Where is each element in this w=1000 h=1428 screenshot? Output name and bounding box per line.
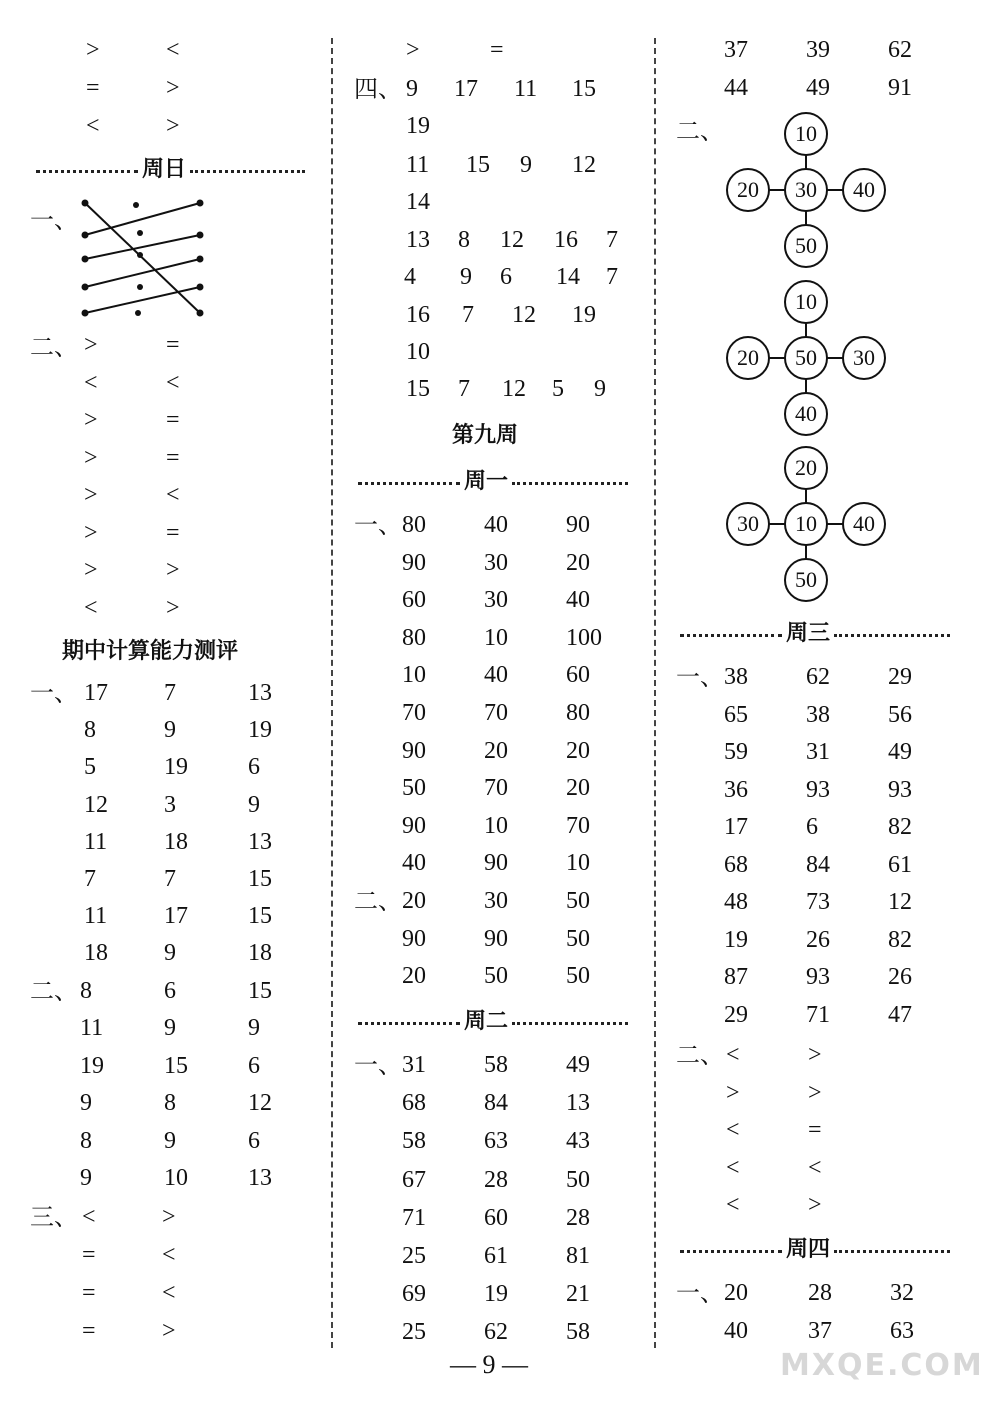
answer-value: 63 [484, 1128, 508, 1155]
comparison-sign: < [166, 369, 180, 396]
answer-value: 20 [402, 888, 426, 914]
section-label: 二、 [676, 117, 724, 145]
matching-dot [197, 256, 204, 263]
answer-value: 5 [84, 754, 96, 781]
section-label: 二、 [30, 333, 78, 361]
answer-value: 14 [406, 189, 430, 215]
section-label: 一、 [354, 511, 402, 539]
cross-circle-center: 30 [784, 168, 828, 212]
answer-value: 10 [566, 850, 590, 877]
answer-value: 62 [806, 664, 830, 690]
day-heading: 周日 [142, 157, 187, 182]
answer-value: 29 [888, 664, 912, 690]
cross-circle-left: 20 [726, 336, 770, 380]
answer-value: 8 [164, 1090, 176, 1117]
answer-value: 80 [402, 512, 426, 538]
answer-value: 84 [484, 1090, 508, 1117]
section-label: 二、 [354, 887, 402, 915]
dotted-divider [834, 634, 950, 637]
answer-value: 50 [484, 963, 508, 990]
answer-value: 14 [556, 264, 580, 290]
answer-value: 82 [888, 814, 912, 840]
answer-value: 50 [566, 1166, 590, 1193]
answer-value: 90 [484, 850, 508, 877]
answer-value: 11 [84, 828, 108, 855]
answer-value: 26 [888, 964, 912, 990]
answer-value: 10 [406, 339, 430, 365]
cross-circle-right: 40 [842, 502, 886, 546]
answer-value: 40 [402, 850, 426, 877]
answer-value: 4 [404, 264, 416, 290]
answer-value: 7 [458, 376, 470, 402]
dotted-divider [358, 1022, 460, 1025]
answer-value: 9 [164, 1127, 176, 1154]
matching-dot [137, 230, 143, 236]
answer-value: 20 [402, 963, 426, 990]
answer-value: 10 [164, 1165, 188, 1191]
section-label: 一、 [676, 1279, 724, 1307]
answer-value: 100 [566, 624, 602, 651]
watermark: MXQE.COM [780, 1348, 984, 1383]
answer-value: 12 [502, 376, 526, 402]
comparison-sign: > [166, 75, 180, 101]
comparison-sign: = [166, 519, 180, 546]
matching-dot [82, 284, 89, 291]
answer-value: 19 [248, 717, 272, 744]
cross-circle-left: 20 [726, 168, 770, 212]
comparison-sign: < [162, 1242, 176, 1268]
answer-value: 7 [462, 302, 474, 328]
answer-value: 62 [888, 37, 912, 63]
comparison-sign: < [726, 1192, 740, 1219]
answer-value: 47 [888, 1001, 912, 1028]
answer-value: 62 [484, 1319, 508, 1346]
section-label: 一、 [30, 679, 78, 707]
answer-value: 9 [164, 940, 176, 967]
answer-value: 49 [566, 1052, 590, 1078]
answer-value: 40 [566, 587, 590, 614]
answer-value: 80 [566, 700, 590, 726]
day-heading: 周三 [786, 621, 831, 646]
answer-value: 7 [164, 680, 176, 706]
answer-value: 44 [724, 75, 748, 101]
answer-value: 19 [572, 302, 596, 328]
matching-dot [135, 310, 141, 316]
answer-value: 9 [80, 1090, 92, 1117]
comparison-sign: < [84, 594, 98, 621]
answer-value: 38 [724, 664, 748, 690]
answer-value: 91 [888, 75, 912, 101]
day-heading: 周四 [786, 1237, 831, 1262]
section-label: 一、 [30, 206, 78, 234]
matching-dot [137, 252, 143, 258]
comparison-sign: = [82, 1242, 96, 1268]
answer-value: 65 [724, 701, 748, 728]
answer-value: 9 [80, 1165, 92, 1191]
matching-dot [82, 232, 89, 239]
answer-value: 17 [724, 814, 748, 840]
dotted-divider [680, 1250, 782, 1253]
answer-value: 59 [724, 739, 748, 765]
answer-value: 25 [402, 1319, 426, 1346]
answer-value: 15 [572, 76, 596, 102]
comparison-sign: = [166, 444, 180, 471]
answer-value: 13 [566, 1090, 590, 1117]
answer-value: 84 [806, 851, 830, 878]
answer-value: 30 [484, 587, 508, 614]
comparison-sign: > [808, 1192, 822, 1219]
matching-dot [82, 256, 89, 263]
answer-value: 12 [512, 302, 536, 328]
answer-value: 37 [724, 37, 748, 63]
answer-value: 82 [888, 926, 912, 953]
answer-value: 17 [164, 903, 188, 930]
matching-dot [82, 310, 89, 317]
answer-value: 50 [566, 963, 590, 990]
answer-value: 7 [606, 227, 618, 253]
matching-line [85, 259, 200, 287]
answer-value: 12 [572, 152, 596, 178]
comparison-sign: = [82, 1280, 96, 1306]
answer-value: 58 [484, 1052, 508, 1078]
answer-value: 13 [248, 1165, 272, 1191]
dotted-divider [190, 170, 305, 173]
answer-value: 12 [888, 889, 912, 915]
answer-value: 32 [890, 1280, 914, 1306]
cross-circle-bottom: 50 [784, 224, 828, 268]
comparison-sign: > [726, 1079, 740, 1106]
answer-value: 20 [724, 1280, 748, 1306]
answer-value: 15 [248, 866, 272, 892]
answer-value: 70 [484, 700, 508, 726]
answer-value: 30 [484, 888, 508, 914]
section-label: 四、 [354, 75, 402, 103]
dotted-divider [358, 482, 460, 485]
day-heading: 周二 [464, 1009, 509, 1034]
comparison-sign: = [82, 1318, 96, 1344]
comparison-sign: > [808, 1042, 822, 1068]
answer-value: 15 [466, 152, 490, 178]
dotted-divider [512, 482, 628, 485]
dotted-divider [680, 634, 782, 637]
answer-value: 70 [566, 812, 590, 839]
dotted-divider [512, 1022, 628, 1025]
comparison-sign: = [166, 332, 180, 358]
answer-value: 70 [402, 700, 426, 726]
cross-circle-top: 20 [784, 446, 828, 490]
dotted-divider [36, 170, 138, 173]
comparison-sign: > [166, 557, 180, 583]
day-heading: 周一 [464, 469, 509, 494]
comparison-sign: = [166, 407, 180, 433]
answer-value: 28 [566, 1204, 590, 1231]
answer-value: 40 [484, 512, 508, 538]
section-label: 一、 [676, 663, 724, 691]
answer-value: 37 [808, 1318, 832, 1344]
cross-circle-center: 50 [784, 336, 828, 380]
answer-value: 8 [80, 1127, 92, 1154]
answer-value: 9 [594, 376, 606, 402]
answer-value: 69 [402, 1281, 426, 1308]
comparison-sign: = [490, 37, 504, 63]
comparison-sign: > [166, 113, 180, 139]
answer-value: 61 [888, 851, 912, 878]
cross-circle-top: 10 [784, 112, 828, 156]
comparison-sign: > [162, 1204, 176, 1230]
answer-value: 80 [402, 624, 426, 651]
column-divider [331, 38, 333, 1348]
answer-value: 9 [520, 152, 532, 178]
answer-value: 49 [806, 75, 830, 101]
answer-value: 48 [724, 889, 748, 915]
section-title: 第九周 [452, 423, 519, 448]
page-number: — 9 — [450, 1350, 528, 1379]
cross-circle-bottom: 40 [784, 392, 828, 436]
answer-value: 6 [500, 264, 512, 290]
answer-value: 90 [402, 737, 426, 764]
comparison-sign: < [166, 482, 180, 508]
answer-value: 71 [806, 1001, 830, 1028]
answer-value: 19 [164, 754, 188, 781]
answer-value: 63 [890, 1318, 914, 1344]
answer-value: 9 [460, 264, 472, 290]
answer-value: 28 [484, 1166, 508, 1193]
answer-value: 25 [402, 1243, 426, 1269]
answer-value: 90 [484, 925, 508, 952]
answer-value: 43 [566, 1128, 590, 1155]
answer-value: 81 [566, 1243, 590, 1269]
answer-value: 73 [806, 889, 830, 915]
answer-value: 11 [84, 903, 108, 930]
comparison-sign: > [166, 594, 180, 621]
answer-value: 6 [806, 814, 818, 840]
answer-value: 19 [484, 1281, 508, 1308]
comparison-sign: < [84, 369, 98, 396]
answer-value: 19 [406, 113, 430, 139]
answer-value: 58 [566, 1319, 590, 1346]
answer-value: 60 [566, 662, 590, 689]
comparison-sign: < [726, 1154, 740, 1181]
answer-value: 10 [484, 812, 508, 839]
cross-circle-bottom: 50 [784, 558, 828, 602]
answer-value: 58 [402, 1128, 426, 1155]
comparison-sign: > [84, 482, 98, 508]
answer-value: 29 [724, 1001, 748, 1028]
column-divider [654, 38, 656, 1348]
answer-value: 13 [406, 227, 430, 253]
answer-value: 8 [458, 227, 470, 253]
answer-value: 56 [888, 701, 912, 728]
answer-value: 36 [724, 776, 748, 803]
section-label: 一、 [354, 1051, 402, 1079]
cross-circle-center: 10 [784, 502, 828, 546]
dotted-divider [834, 1250, 950, 1253]
answer-value: 39 [806, 37, 830, 63]
answer-value: 7 [164, 866, 176, 892]
section-label: 二、 [30, 977, 78, 1005]
cross-circle-right: 30 [842, 336, 886, 380]
answer-value: 67 [402, 1166, 426, 1193]
answer-value: 12 [248, 1090, 272, 1117]
answer-value: 15 [164, 1052, 188, 1079]
comparison-sign: = [86, 75, 100, 101]
matching-dot [133, 202, 139, 208]
answer-value: 12 [500, 227, 524, 253]
answer-value: 8 [84, 717, 96, 744]
matching-dot [197, 310, 204, 317]
comparison-sign: > [808, 1079, 822, 1106]
cross-circle-left: 30 [726, 502, 770, 546]
answer-value: 20 [566, 737, 590, 764]
answer-value: 90 [566, 512, 590, 538]
answer-value: 6 [248, 1127, 260, 1154]
answer-value: 26 [806, 926, 830, 953]
answer-value: 11 [80, 1015, 104, 1042]
cross-circle-right: 40 [842, 168, 886, 212]
answer-value: 17 [454, 76, 478, 102]
answer-value: 50 [566, 925, 590, 952]
comparison-sign: > [84, 557, 98, 583]
answer-value: 15 [248, 903, 272, 930]
answer-value: 49 [888, 739, 912, 765]
answer-value: 17 [84, 680, 108, 706]
comparison-sign: = [808, 1117, 822, 1144]
comparison-sign: > [84, 444, 98, 471]
answer-value: 38 [806, 701, 830, 728]
answer-value: 10 [484, 624, 508, 651]
answer-value: 6 [248, 1052, 260, 1079]
answer-value: 11 [514, 76, 538, 102]
matching-dot [137, 284, 143, 290]
answer-value: 40 [484, 662, 508, 689]
comparison-sign: < [82, 1204, 96, 1230]
answer-value: 20 [566, 775, 590, 802]
answer-value: 9 [248, 1015, 260, 1042]
answer-value: 19 [724, 926, 748, 953]
answer-value: 93 [806, 776, 830, 803]
answer-value: 60 [484, 1204, 508, 1231]
cross-circle-top: 10 [784, 280, 828, 324]
matching-dot [82, 200, 89, 207]
answer-value: 7 [84, 866, 96, 892]
comparison-sign: > [162, 1318, 176, 1344]
matching-dot [197, 284, 204, 291]
answer-value: 61 [484, 1243, 508, 1269]
comparison-sign: > [86, 37, 100, 63]
section-title: 期中计算能力测评 [62, 639, 239, 664]
comparison-sign: < [162, 1280, 176, 1306]
comparison-sign: > [84, 519, 98, 546]
answer-value: 50 [566, 888, 590, 914]
answer-value: 71 [402, 1204, 426, 1231]
section-label: 三、 [30, 1203, 78, 1231]
matching-diagram [76, 195, 216, 325]
answer-value: 87 [724, 964, 748, 990]
answer-value: 13 [248, 828, 272, 855]
comparison-sign: < [726, 1117, 740, 1144]
answer-value: 10 [402, 662, 426, 689]
comparison-sign: < [726, 1042, 740, 1068]
answer-value: 28 [808, 1280, 832, 1306]
answer-value: 19 [80, 1052, 104, 1079]
comparison-sign: < [808, 1154, 822, 1181]
matching-dot [197, 200, 204, 207]
answer-value: 60 [402, 587, 426, 614]
answer-value: 11 [406, 152, 430, 178]
answer-value: 18 [84, 940, 108, 967]
answer-value: 21 [566, 1281, 590, 1308]
answer-value: 9 [164, 717, 176, 744]
answer-value: 12 [84, 791, 108, 818]
answer-value: 8 [80, 978, 92, 1004]
answer-value: 16 [554, 227, 578, 253]
answer-value: 93 [888, 776, 912, 803]
answer-value: 7 [606, 264, 618, 290]
answer-value: 31 [402, 1052, 426, 1078]
answer-value: 9 [164, 1015, 176, 1042]
comparison-sign: < [166, 37, 180, 63]
answer-value: 93 [806, 964, 830, 990]
answer-value: 16 [406, 302, 430, 328]
answer-value: 90 [402, 925, 426, 952]
answer-value: 6 [248, 754, 260, 781]
comparison-sign: > [84, 407, 98, 433]
section-label: 二、 [676, 1041, 724, 1069]
answer-value: 90 [402, 549, 426, 576]
answer-value: 13 [248, 680, 272, 706]
comparison-sign: > [84, 332, 98, 358]
matching-dot [197, 232, 204, 239]
answer-value: 9 [248, 791, 260, 818]
answer-value: 9 [406, 76, 418, 102]
answer-value: 30 [484, 549, 508, 576]
answer-value: 70 [484, 775, 508, 802]
comparison-sign: < [86, 113, 100, 139]
answer-value: 20 [566, 549, 590, 576]
answer-value: 15 [406, 376, 430, 402]
answer-value: 15 [248, 978, 272, 1004]
answer-value: 6 [164, 978, 176, 1004]
matching-line [85, 287, 200, 313]
answer-value: 68 [402, 1090, 426, 1117]
answer-value: 18 [164, 828, 188, 855]
answer-value: 31 [806, 739, 830, 765]
answer-value: 5 [552, 376, 564, 402]
answer-value: 90 [402, 812, 426, 839]
answer-value: 40 [724, 1318, 748, 1344]
answer-value: 68 [724, 851, 748, 878]
comparison-sign: > [406, 37, 420, 63]
answer-value: 20 [484, 737, 508, 764]
answer-value: 18 [248, 940, 272, 967]
answer-value: 3 [164, 791, 176, 818]
answer-value: 50 [402, 775, 426, 802]
